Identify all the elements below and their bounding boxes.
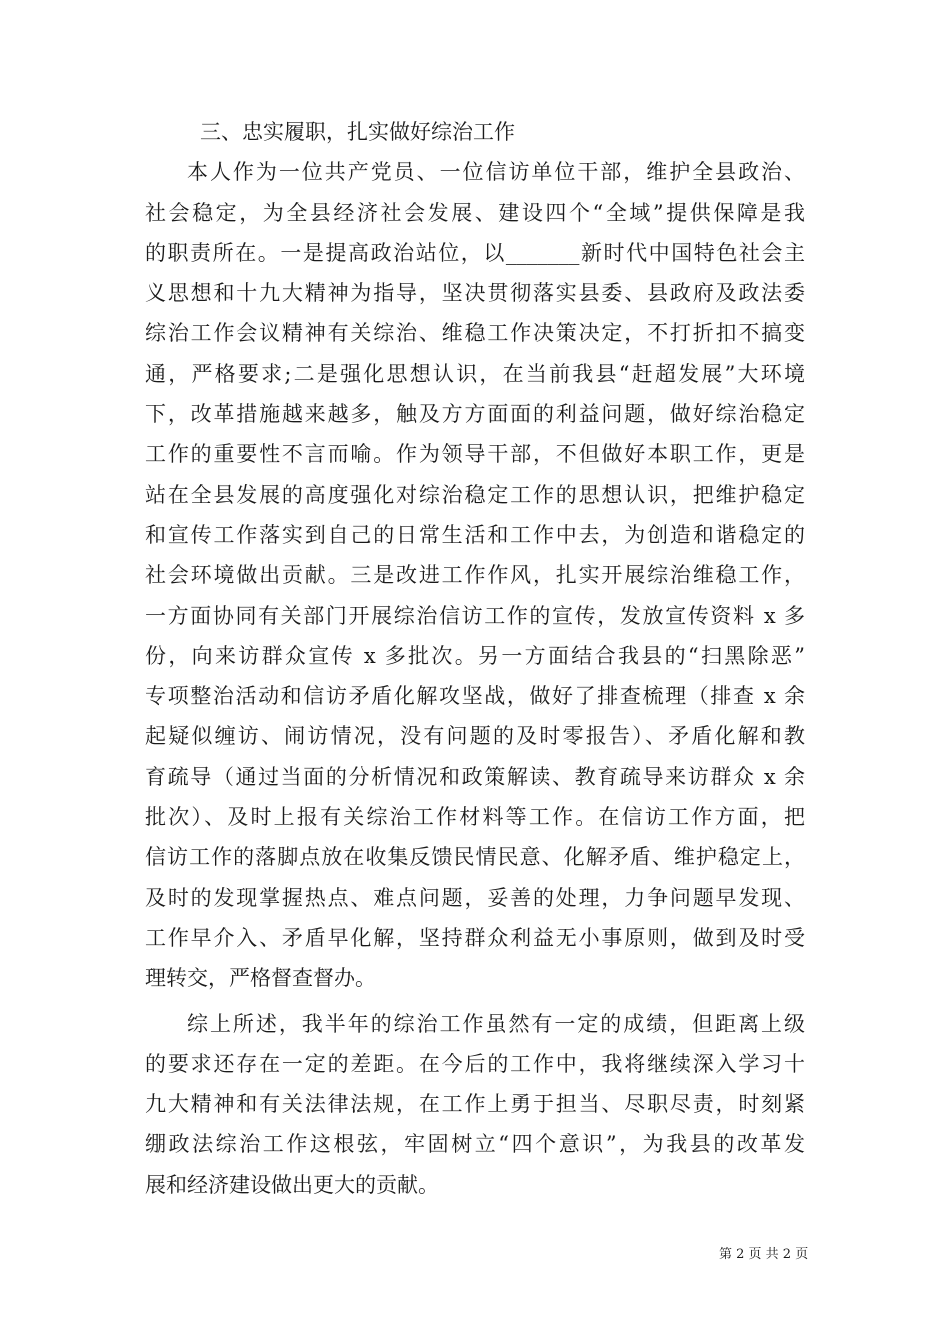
paragraph-line: 社会稳定，为全县经济社会发展、建设四个“全域”提供保障是我 xyxy=(145,200,805,225)
section-heading: 三、忠实履职，扎实做好综治工作 xyxy=(200,120,515,144)
paragraph-line: 绷政法综治工作这根弦，牢固树立“四个意识”，为我县的改革发 xyxy=(145,1132,805,1157)
paragraph-line: 义思想和十九大精神为指导，坚决贯彻落实县委、县政府及政法委 xyxy=(145,281,805,306)
paragraph-line: 九大精神和有关法律法规，在工作上勇于担当、尽职尽责，时刻紧 xyxy=(145,1092,805,1117)
paragraph-line: 站在全县发展的高度强化对综治稳定工作的思想认识，把维护稳定 xyxy=(145,482,805,507)
paragraph-line: 一方面协同有关部门开展综治信访工作的宣传，发放宣传资料 x 多 xyxy=(145,603,805,628)
paragraph-line: 工作的重要性不言而喻。作为领导干部，不但做好本职工作，更是 xyxy=(145,442,805,467)
paragraph-line: 理转交，严格督查督办。 xyxy=(145,966,376,991)
document-body xyxy=(145,112,805,1205)
paragraph-line: 的要求还存在一定的差距。在今后的工作中，我将继续深入学习十 xyxy=(145,1051,805,1076)
paragraph-line: 信访工作的落脚点放在收集反馈民情民意、化解矛盾、维护稳定上， xyxy=(145,845,805,870)
paragraph-line: 起疑似缠访、闹访情况，没有问题的及时零报告）、矛盾化解和教 xyxy=(145,724,805,749)
paragraph-line: 通，严格要求;二是强化思想认识，在当前我县“赶超发展”大环境 xyxy=(145,361,805,386)
page-number-footer: 第 2 页 共 2 页 xyxy=(719,1247,809,1262)
paragraph-line: 展和经济建设做出更大的贡献。 xyxy=(145,1172,439,1197)
paragraph-2 xyxy=(145,1004,805,1205)
paragraph-line: 份，向来访群众宣传 x 多批次。另一方面结合我县的“扫黑除恶” xyxy=(145,643,805,668)
paragraph-line: 及时的发现掌握热点、难点问题，妥善的处理，力争问题早发现、 xyxy=(145,885,805,910)
paragraph-line: 综上所述，我半年的综治工作虽然有一定的成绩，但距离上级 xyxy=(187,1011,805,1036)
paragraph-line: 工作早介入、矛盾早化解，坚持群众利益无小事原则，做到及时受 xyxy=(145,925,805,950)
paragraph-1 xyxy=(145,152,805,998)
paragraph-line: 专项整治活动和信访矛盾化解攻坚战，做好了排查梳理（排查 x 余 xyxy=(145,684,805,709)
paragraph-line: 育疏导（通过当面的分析情况和政策解读、教育疏导来访群众 x 余 xyxy=(145,764,805,789)
paragraph-line: 的职责所在。一是提高政治站位，以_______新时代中国特色社会主 xyxy=(145,240,805,265)
paragraph-line: 和宣传工作落实到自己的日常生活和工作中去，为创造和谐稳定的 xyxy=(145,522,805,547)
paragraph-line: 下，改革措施越来越多，触及方方面面的利益问题，做好综治稳定 xyxy=(145,402,805,427)
paragraph-line: 综治工作会议精神有关综治、维稳工作决策决定，不打折扣不搞变 xyxy=(145,321,805,346)
paragraph-line: 批次）、及时上报有关综治工作材料等工作。在信访工作方面，把 xyxy=(145,805,805,830)
paragraph-line: 本人作为一位共产党员、一位信访单位干部，维护全县政治、 xyxy=(187,160,805,185)
paragraph-line: 社会环境做出贡献。三是改进工作作风，扎实开展综治维稳工作， xyxy=(145,563,805,588)
